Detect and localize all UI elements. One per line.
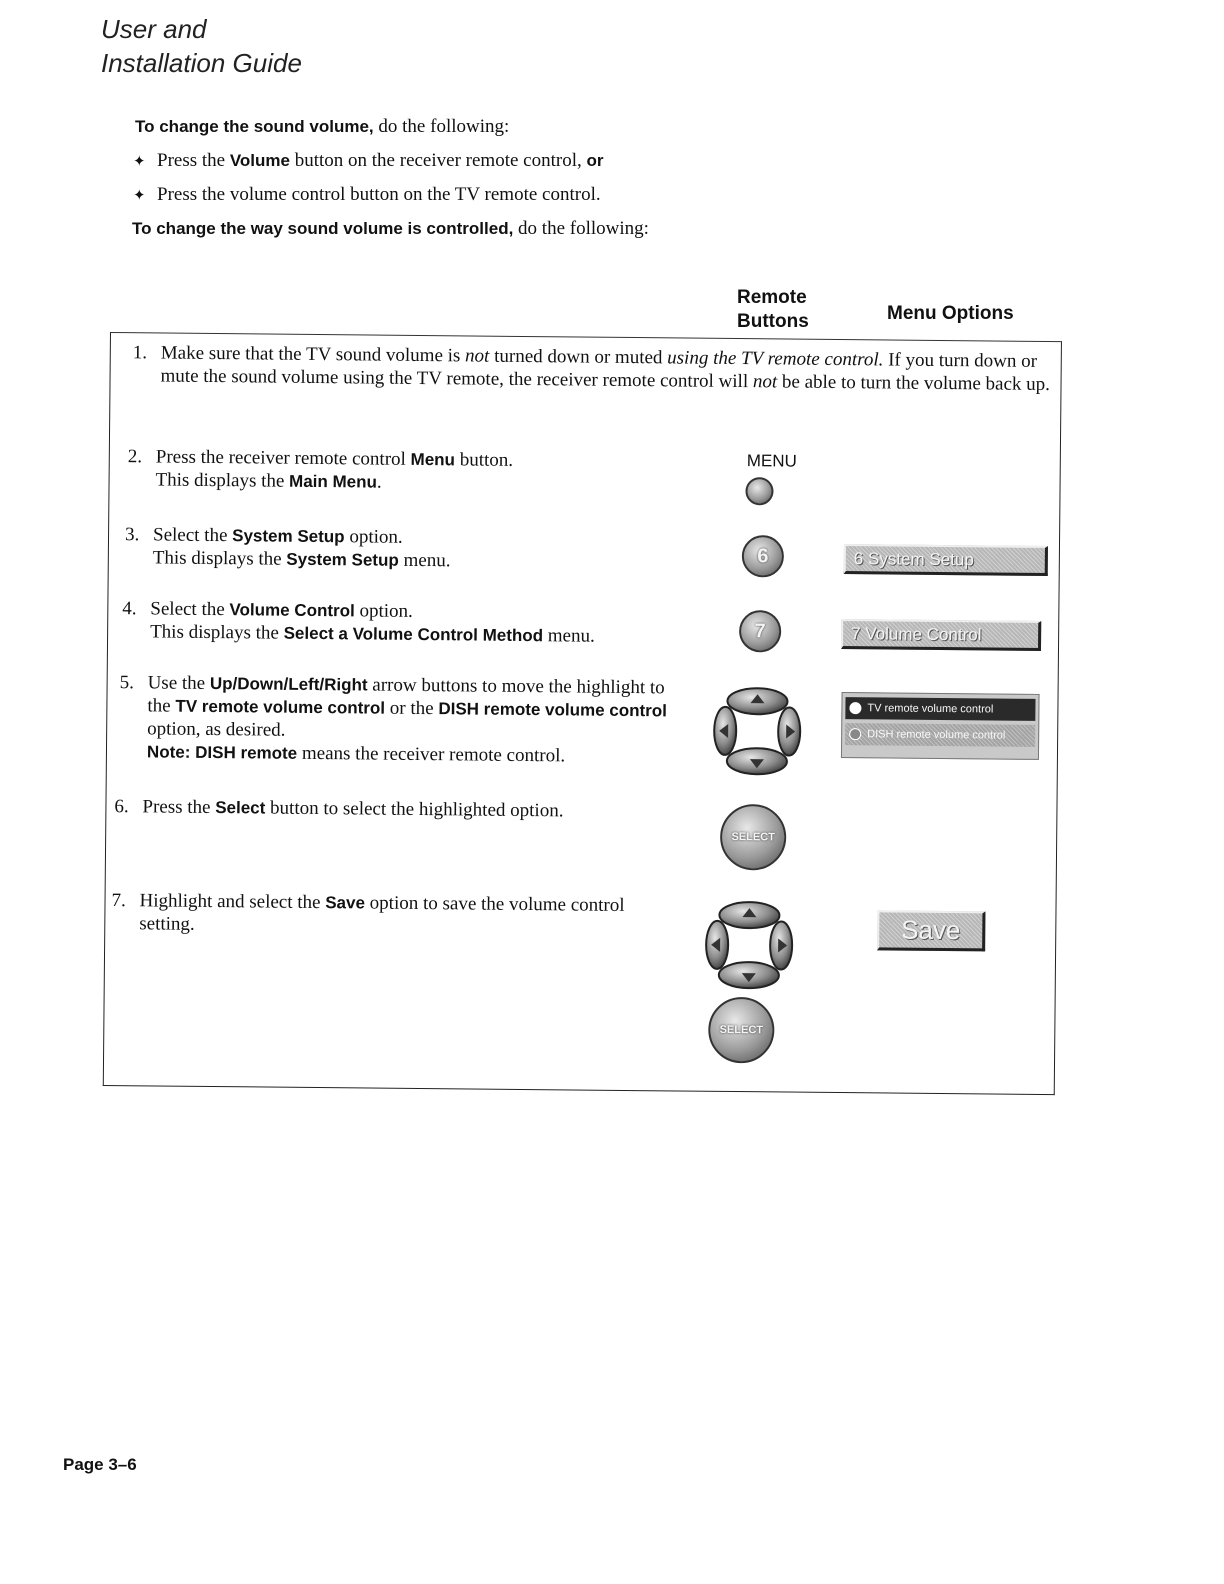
dish-remote-volume-radio	[845, 723, 1035, 747]
bullet1-pre: Press the	[157, 150, 230, 171]
step-number: 1.	[132, 342, 148, 364]
intro-rest-1: do the following:	[373, 116, 510, 137]
column-header-menu-options: Menu Options	[887, 303, 1014, 324]
step-3	[125, 523, 685, 574]
intro-bullet-1	[133, 150, 649, 172]
remote-button-7-icon: 7	[739, 610, 781, 652]
dish-remote-volume-label: DISH remote volume control	[867, 728, 1006, 742]
arrow-pad-icon	[703, 899, 796, 992]
volume-control-option-button: 7 Volume Control	[841, 619, 1041, 651]
step-2	[127, 445, 687, 496]
tv-remote-volume-radio	[845, 697, 1035, 721]
tv-remote-volume-label: TV remote volume control	[867, 702, 994, 716]
menu-button-icon	[745, 477, 773, 505]
step-4	[122, 597, 682, 648]
step-1	[132, 341, 1052, 396]
step-5-body: Use the Up/Down/Left/Right arrow buttons to move the highlight to the TV remote volume control or the DISH remote volume control option, as desired.	[147, 672, 668, 741]
select-button-icon: SELECT	[708, 997, 775, 1064]
step-6	[114, 795, 674, 823]
intro-section	[132, 116, 649, 240]
remote-header-line2: Buttons	[737, 311, 809, 332]
bullet1-bold: Volume	[229, 151, 290, 170]
page-number: Page 3–6	[63, 1455, 137, 1474]
radio-unselected-icon	[849, 728, 861, 740]
step-number: 7.	[111, 890, 126, 912]
bullet2-text: Press the volume control button on the TV remote control.	[157, 184, 601, 205]
remote-button-6-icon: 6	[742, 535, 784, 577]
steps-table	[103, 332, 1062, 1095]
bullet-diamond-icon: ✦	[133, 152, 146, 170]
step-number: 4.	[122, 598, 137, 620]
guide-title	[101, 12, 302, 80]
step-3-line2: This displays the System Setup menu.	[152, 547, 451, 572]
menu-button-label: MENU	[746, 451, 797, 471]
intro-line-1	[135, 116, 649, 138]
remote-header-line1: Remote	[737, 287, 807, 308]
guide-title-line2: Installation Guide	[101, 48, 302, 78]
bullet1-mid: button on the receiver remote control,	[289, 150, 587, 171]
bullet1-or: or	[586, 151, 604, 170]
intro-bold-1: To change the sound volume,	[135, 117, 374, 136]
intro-bullet-2	[133, 184, 649, 206]
intro-line-4	[132, 218, 649, 240]
intro-rest-4: do the following:	[513, 218, 649, 239]
step-1-text: Make sure that the TV sound volume is not turned down or muted using the TV remote control. If you turn down or mute the sound volume using the TV remote, the receiver remote control will not be able to turn the volume back up.	[160, 342, 1051, 396]
step-3-line1: Select the System Setup option.	[152, 524, 403, 548]
step-4-line2: This displays the Select a Volume Control Method menu.	[150, 621, 595, 647]
step-2-line1: Press the receiver remote control Menu button.	[155, 446, 514, 471]
step-6-text: Press the Select button to select the highlighted option.	[142, 796, 564, 822]
arrow-pad-icon	[711, 685, 804, 778]
step-2-line2: This displays the Main Menu.	[155, 469, 382, 493]
step-number: 3.	[124, 524, 140, 546]
step-number: 6.	[114, 796, 129, 818]
column-header-remote-buttons	[737, 286, 809, 334]
system-setup-option-button: 6 System Setup	[844, 544, 1048, 576]
bullet-diamond-icon: ✦	[133, 186, 146, 204]
step-7	[111, 889, 671, 940]
save-option-button: Save	[877, 910, 985, 951]
step-5	[119, 671, 680, 768]
step-number: 2.	[127, 446, 143, 468]
step-7-text: Highlight and select the Save option to save the volume control setting.	[139, 890, 625, 935]
volume-method-radio-group	[841, 692, 1040, 760]
step-number: 5.	[119, 672, 134, 694]
radio-selected-icon	[849, 702, 861, 714]
select-button-icon: SELECT	[720, 804, 787, 871]
intro-bold-4: To change the way sound volume is controlled,	[132, 219, 514, 238]
step-4-line1: Select the Volume Control option.	[150, 598, 413, 622]
guide-title-line1: User and	[101, 14, 207, 44]
step-5-note: Note: DISH remote means the receiver remote control.	[146, 742, 566, 767]
